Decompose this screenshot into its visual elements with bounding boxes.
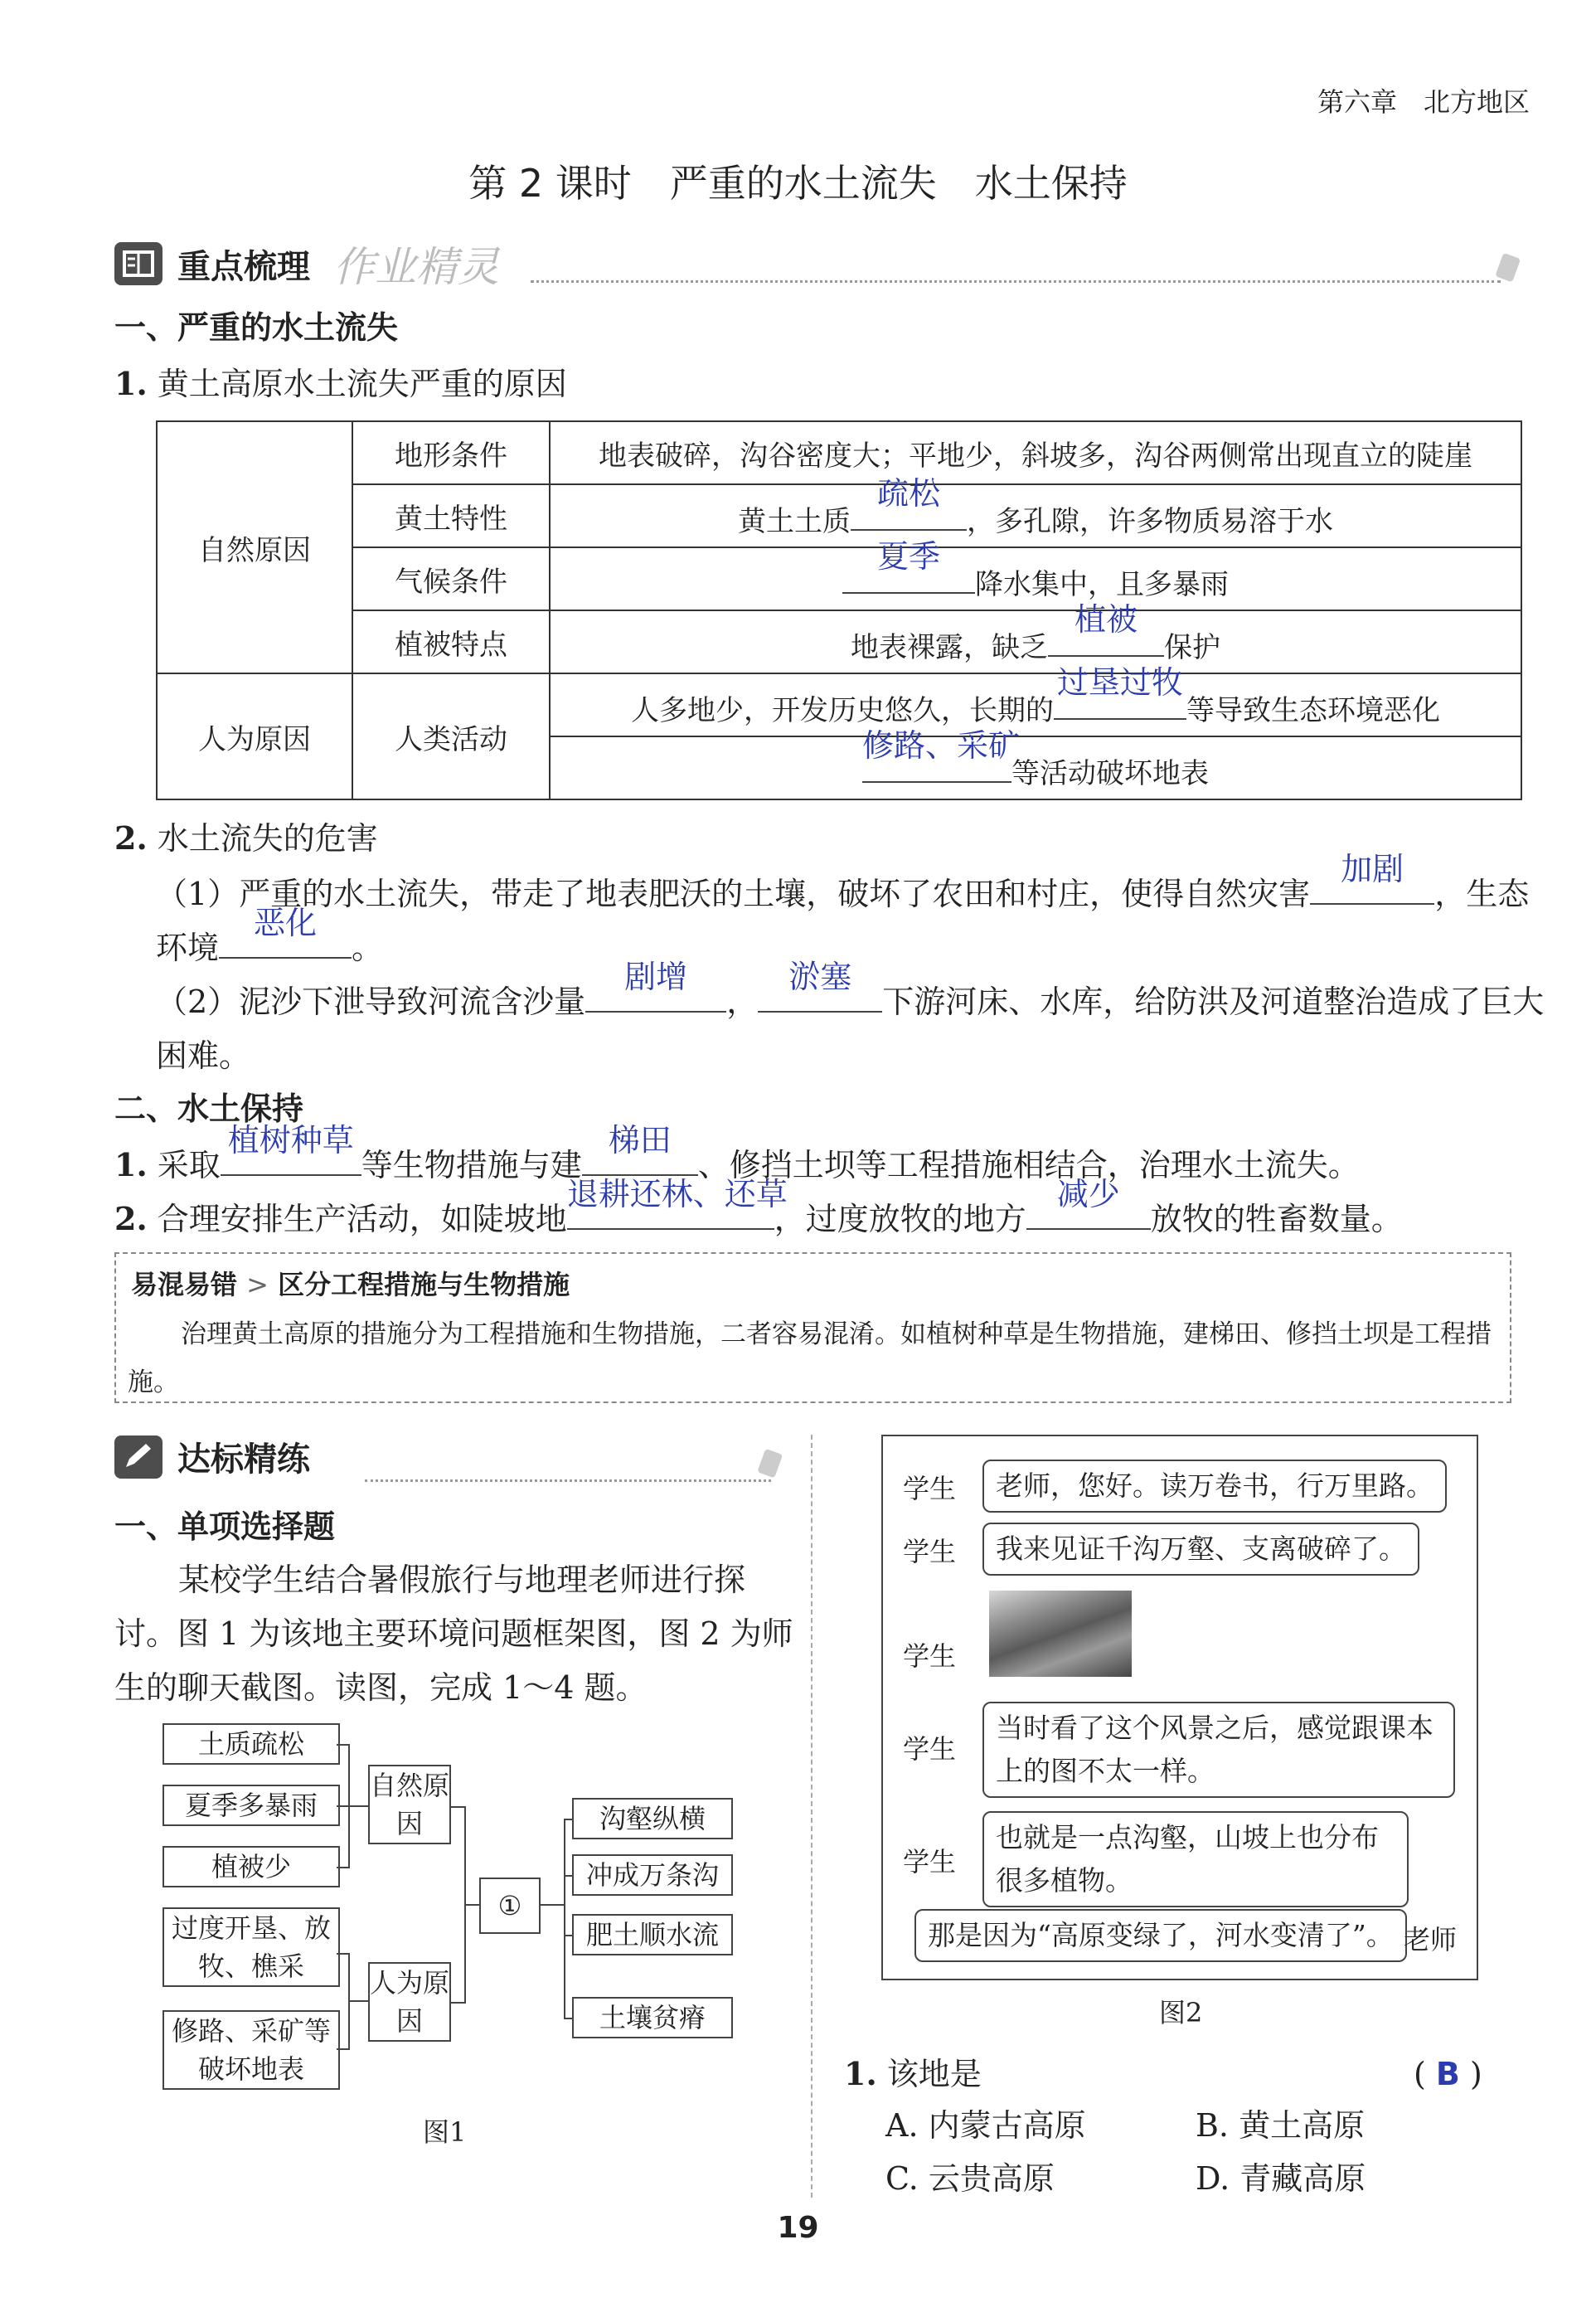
text: 、修挡土坝等工程措施相结合，治理水土流失。 [697,1147,1360,1183]
intro-line-2: 讨。图 1 为该地主要环境问题框架图，图 2 为师 [114,1615,793,1652]
connector [564,1875,572,1877]
intro-line-3: 生的聊天截图。读图，完成 1～4 题。 [114,1669,648,1706]
tip-label: 易混易错 [131,1269,238,1300]
text: 人多地少，开发历史悠久，长期的 [631,694,1054,727]
q3-number: 1. [114,1146,148,1183]
section-banner-practice [114,1433,310,1480]
connector [564,1819,565,2019]
answer-blank [1054,664,1186,720]
page-number: 19 [777,2211,819,2245]
connector [348,2000,368,2002]
pin-icon [754,1445,788,1484]
answer-blank [1026,1176,1151,1230]
text: 降水集中，且多暴雨 [975,568,1229,601]
handwritten-answer: 夏季 [876,538,940,575]
text: 该地是 [886,2056,982,2092]
text: 黄土土质 [738,505,851,538]
q2-p2 [156,959,1545,1029]
text: 环境 [156,930,220,966]
human-reasons-cell: 人为原因 [157,673,352,799]
text: ，过度放牧的地方 [774,1201,1026,1237]
connector [348,1805,368,1807]
table-row-loess: 黄土特性 [352,484,550,547]
connector [539,1904,565,1906]
cause-box: 夏季多暴雨 [163,1785,340,1826]
answer-blank [219,905,352,959]
q2-line [114,811,378,866]
handwritten-answer: B [1435,2056,1460,2092]
handwritten-answer: 梯田 [608,1122,672,1159]
table-row-terrain: 地形条件 [352,421,550,484]
speaker-student: 学生 [903,1733,957,1765]
q4-number: 2. [114,1200,148,1237]
vegetation-desc [550,601,1521,673]
terrain-desc: 地表破碎，沟谷密度大；平地少，斜坡多，沟谷两侧常出现直立的陡崖 [550,421,1521,484]
effect-box: 冲成万条沟 [572,1854,733,1896]
section-name: 达标精练 [177,1440,310,1479]
q1-text: 黄土高原水土流失严重的原因 [157,366,567,402]
table-row-vegetation: 植被特点 [352,610,550,673]
speaker-teacher: 老师 [1404,1924,1458,1955]
pencil-icon [114,1435,163,1479]
answer-blank [862,727,1021,783]
answer-blank [1048,601,1164,657]
part2-heading: 二、水土保持 [114,1091,304,1127]
text: 下游河床、水库，给防洪及河道整治造成了巨大 [882,984,1545,1020]
mc1-option-d: D. 青藏高原 [1196,2160,1366,2197]
answer-blank [221,1122,361,1176]
intro-line-1: 某校学生结合暑假旅行与地理老师进行探 [178,1562,746,1598]
cause-box: 过度开垦、放牧、樵采 [163,1907,340,1987]
text: ， [726,984,759,1020]
natural-reasons-cell: 自然原因 [157,421,352,673]
connector [464,1904,479,1906]
divider [365,1479,771,1482]
q4-line [114,1176,1403,1246]
effect-box: 沟壑纵横 [572,1798,733,1839]
tip-title: 区分工程措施与生物措施 [278,1269,570,1300]
speaker-student: 学生 [903,1846,957,1878]
speaker-student: 学生 [903,1640,957,1672]
natural-cause-box: 自然原因 [368,1765,451,1844]
text: （1）严重的水土流失，带走了地表肥沃的土壤，破坏了农田和村庄，使得自然灾害 [156,876,1311,912]
q2-p1 [156,851,1530,921]
plateau-photo [989,1591,1132,1677]
chat-bubble: 也就是一点沟壑，山坡上也分布很多植物。 [982,1811,1409,1907]
mc1-option-a: A. 内蒙古高原 [885,2107,1086,2144]
loess-desc [550,475,1521,547]
text: 采取 [157,1147,221,1183]
section-banner-key-points [114,234,499,294]
part3-heading: 一、单项选择题 [114,1508,336,1545]
text: 保护 [1164,631,1220,664]
reasons-table [156,420,1522,800]
chat-bubble: 老师，您好。读万卷书，行万里路。 [982,1460,1447,1513]
mc1-answer-bracket: ( B ) [1414,2056,1482,2092]
answer-blank [842,538,975,594]
column-separator [811,1435,813,2198]
handwritten-answer: 植被 [1074,601,1138,638]
tip-body: 治理黄土高原的措施分为工程措施和生物措施，二者容易混淆。如植树种草是生物措施，建梯田、修挡土坝是工程措施。 [128,1319,1492,1397]
chevron-right-icon: > [246,1269,269,1300]
lesson-title: 第 2 课时 严重的水土流失 水土保持 [468,161,1128,206]
q2-p2-cont: 困难。 [156,1037,251,1074]
handwritten-answer: 减少 [1056,1176,1120,1212]
answer-blank [585,959,726,1013]
tip-heading [131,1264,570,1302]
text: ，生态 [1434,876,1530,912]
text: 等生物措施与建 [361,1147,582,1183]
text: 等导致生态环境恶化 [1186,694,1440,727]
handwritten-answer: 过垦过牧 [1056,664,1183,701]
cause-box: 土质疏松 [163,1723,340,1765]
human-cause-box: 人为原因 [368,1962,451,2042]
activity-desc-2 [550,727,1521,799]
text: 等活动破坏地表 [1011,757,1209,790]
connector [449,1806,466,1808]
handwritten-answer: 植树种草 [227,1122,354,1159]
handwritten-answer: 修路、采矿 [862,727,1021,764]
unknown-center-box: ① [479,1878,541,1934]
effect-box: 肥土顺水流 [572,1914,733,1955]
mc1-stem [844,2047,982,2101]
mc1-option-c: C. 云贵高原 [885,2160,1055,2197]
handwritten-answer: 淤塞 [788,959,852,995]
handwritten-answer: 剧增 [624,959,688,995]
q1-number: 1. [114,365,148,402]
chat-bubble: 那是因为“高原变绿了，河水变清了”。 [914,1909,1407,1962]
effect-box: 土壤贫瘠 [572,1997,733,2038]
mc1-option-b: B. 黄土高原 [1196,2107,1366,2144]
q1-line [114,357,567,411]
table-row-human-activity: 人类活动 [352,673,550,799]
handwritten-answer: 疏松 [876,475,940,512]
figure-1-caption: 图1 [423,2116,467,2148]
tip-box [114,1252,1511,1403]
text: （2）泥沙下泄导致河流含沙量 [156,984,586,1020]
cause-box: 修路、采矿等破坏地表 [163,2010,340,2090]
connector [449,2002,466,2004]
answer-blank [566,1176,788,1230]
text: 。 [352,930,384,966]
connector [564,2018,572,2019]
pin-icon [1492,249,1526,289]
q2-number: 2. [114,819,148,857]
text: ，多孔隙，许多物质易溶于水 [967,505,1333,538]
speaker-student: 学生 [903,1473,957,1504]
connector [564,1935,572,1936]
handwritten-answer: 退耕还林、还草 [566,1176,788,1212]
text: 放牧的牲畜数量。 [1150,1201,1403,1237]
climate-desc [550,538,1521,610]
connector [564,1819,572,1820]
q2-p1-cont [156,905,384,975]
figure-2-caption: 图2 [1159,1997,1203,2028]
part1-heading: 一、严重的水土流失 [114,309,399,346]
answer-blank [851,475,967,531]
text: 合理安排生产活动，如陡坡地 [157,1201,567,1237]
q2-text: 水土流失的危害 [157,820,378,857]
text: 地表裸露，缺乏 [851,631,1048,664]
answer-blank [1310,851,1434,905]
book-icon [114,242,163,285]
mc1-number: 1. [844,2055,877,2092]
divider [531,280,1501,283]
table-row-climate: 气候条件 [352,547,550,610]
answer-blank [758,959,882,1013]
section-name: 重点梳理 [177,247,310,286]
cause-box: 植被少 [163,1846,340,1887]
chapter-header: 第六章 北方地区 [1317,86,1530,118]
figure-2-chat [881,1435,1478,1980]
chat-bubble: 我来见证千沟万壑、支离破碎了。 [982,1523,1419,1576]
handwritten-answer: 恶化 [254,905,318,941]
chat-bubble: 当时看了这个风景之后，感觉跟课本上的图不太一样。 [982,1702,1455,1798]
watermark: 作业精灵 [333,243,499,291]
handwritten-answer: 加剧 [1341,851,1404,887]
activity-desc-1 [550,664,1521,736]
speaker-student: 学生 [903,1536,957,1567]
